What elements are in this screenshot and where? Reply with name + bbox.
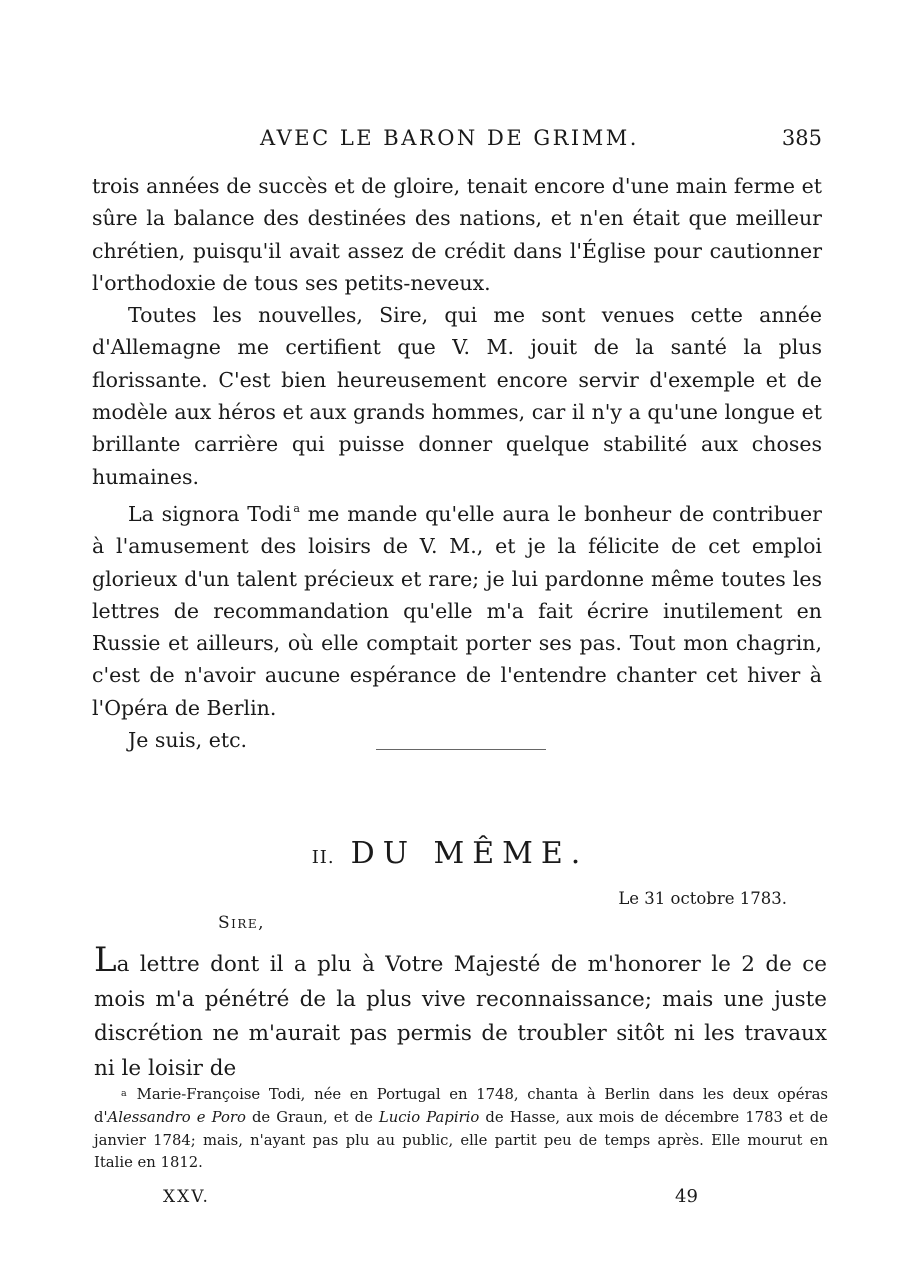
footnote-opera-title-2: Lucio Papirio [378,1108,480,1126]
signature-mark: XXV. [163,1187,210,1207]
letter-paragraph [94,940,827,1086]
running-head [90,126,822,156]
running-title: AVEC LE BARON DE GRIMM. [260,126,639,150]
letter-heading [0,836,900,871]
letter-date: Le 31 octobre 1783. [618,889,787,908]
salutation: Sire, [218,913,266,933]
sheet-number: 49 [675,1186,698,1207]
letter-paragraph-text: a lettre dont il a plu à Votre Majesté de m'honorer le 2 de ce mois m'a pénétré de la plus vive reconnaissance; mais une juste discrétion ne m'aurait pas permis de troubler sitôt ni les travaux ni le loisir de [94,952,827,1081]
paragraph-todi [92,493,822,724]
closing-formula: Je suis, etc. [128,728,248,753]
footnote-text-2: de Graun, et de [245,1108,379,1126]
letter-title: DU MÊME. [350,836,589,871]
todi-text-rest: me mande qu'elle aura le bonheur de contribuer à l'amusement des loisirs de V. M., et je la félicite de cet emploi glorieux d'un talent précieux et rare; je lui pardonne même toutes les lettres de recommandation qu'elle m'a fait écrire inutilement en Russie et ailleurs, où elle comptait porter ses pas. Tout mon chagrin, c'est de n'avoir aucune espérance de l'entendre chanter cet hiver à l'Opéra de Berlin. [92,501,822,720]
section-divider [376,749,546,750]
footnote-a [94,1083,828,1175]
footnote [94,1083,828,1175]
todi-text-start: La signora Todi [128,501,292,526]
footnote-opera-title-1: Alessandro e Poro [107,1108,246,1126]
letter-body [94,940,827,1086]
footnote-reference[interactable]: a [293,501,300,515]
page-number: 385 [781,126,822,150]
body-text [92,170,822,756]
footnote-text-1: Marie-Françoise Todi, née en Portugal en 1748, chanta à Berlin dans les deux opéras d' [94,1086,828,1126]
letter-number: II. [311,847,335,868]
drop-cap: L [94,940,117,980]
footnote-mark: a [121,1088,127,1099]
paragraph-continued: trois années de succès et de gloire, tenait encore d'une main ferme et sûre la balance des destinées des nations, et n'en était que meilleur chrétien, puisqu'il avait assez de crédit dans l'Église pour cautionner l'orthodoxie de tous ses petits-neveux. [92,174,822,295]
paragraph-nouvelles: Toutes les nouvelles, Sire, qui me sont venues cette année d'Allemagne me certifient que V. M. jouit de la santé la plus florissante. C'est bien heureusement encore servir d'exemple et de modèle aux héros et aux grands hommes, car il n'y a qu'une longue et brillante carrière qui puisse donner quelque stabilité aux choses humaines. [92,303,822,489]
footnote-text-3: de Hasse, aux mois de décembre 1783 et de janvier 1784; mais, n'ayant pas plu au public, elle partit peu de temps après. Elle mourut en Italie en 1812. [94,1108,828,1172]
